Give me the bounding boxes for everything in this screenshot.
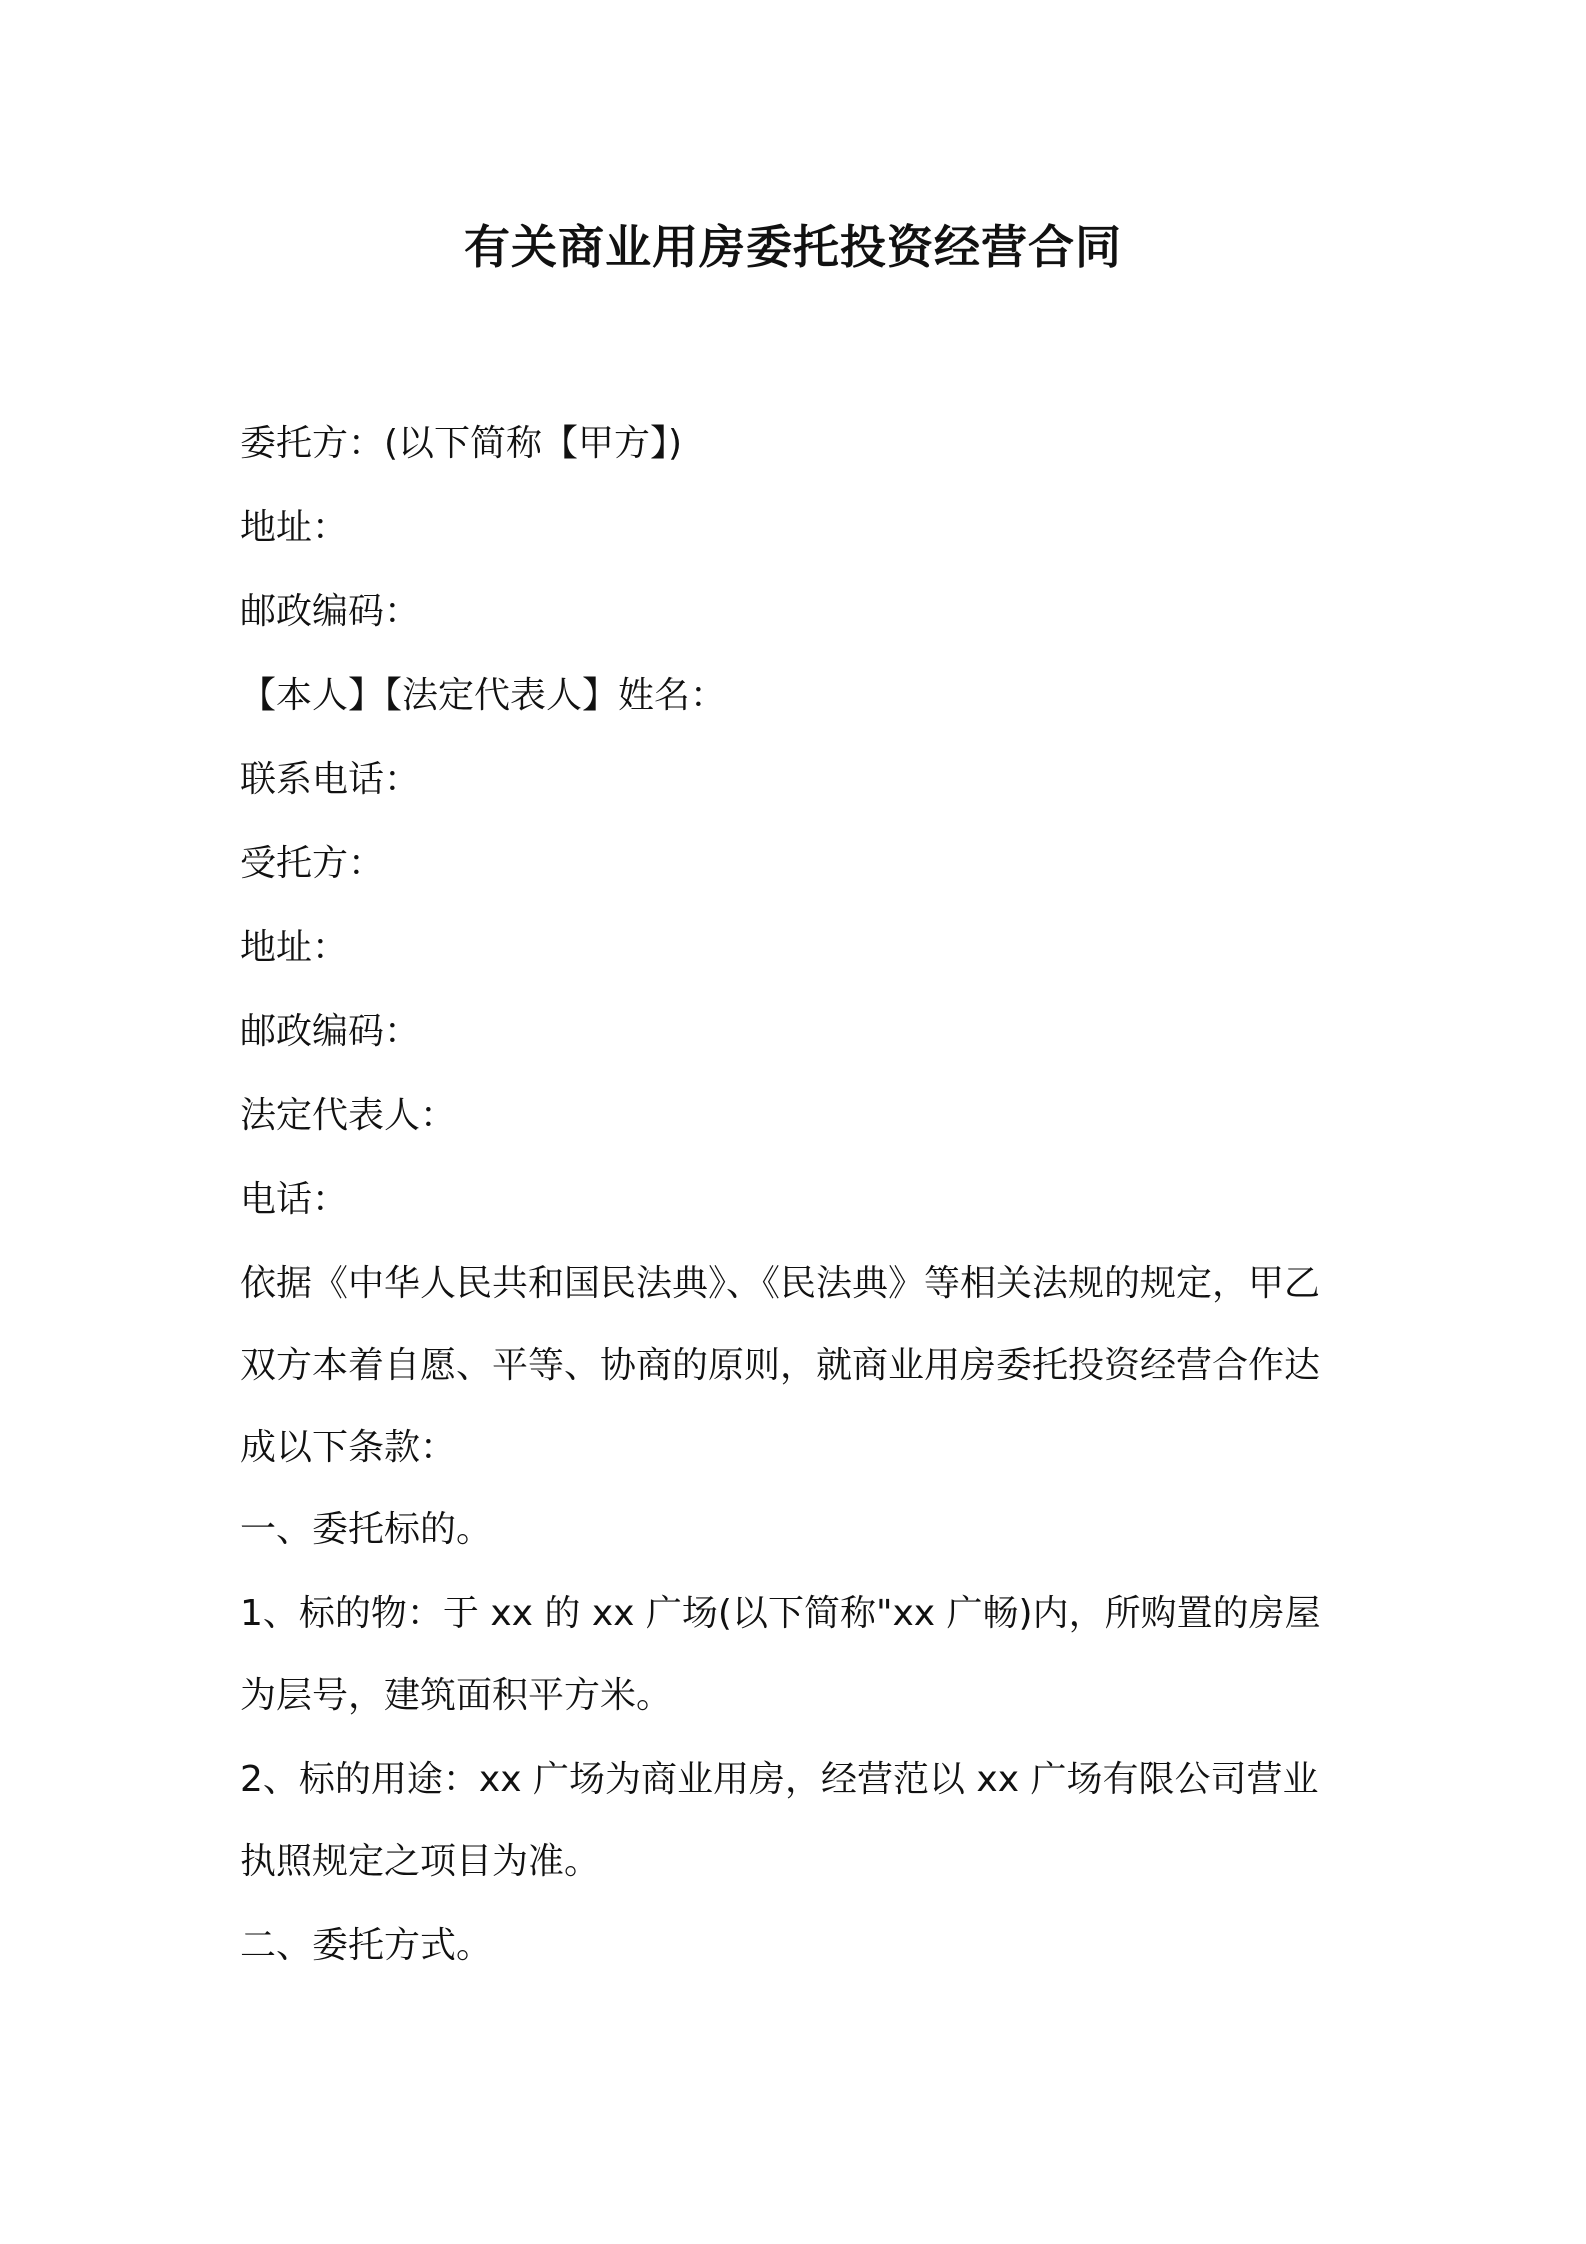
principal-phone-line: 联系电话：: [240, 759, 421, 800]
clause-line: 2、标的用途：xx 广场为商业用房，经营范以 xx 广场有限公司营业: [240, 1759, 1319, 1800]
clause-line: 执照规定之项目为准。: [240, 1841, 601, 1882]
principal-party-line: 委托方：(以下简称【甲方】): [240, 423, 683, 464]
section-heading-1: 一、委托标的。: [240, 1509, 493, 1550]
preamble-line: 成以下条款：: [240, 1427, 457, 1468]
agent-postcode-line: 邮政编码：: [240, 1011, 421, 1052]
clause-line: 为层号，建筑面积平方米。: [240, 1675, 673, 1716]
section-heading-2: 二、委托方式。: [240, 1925, 493, 1966]
preamble-paragraph: [240, 1242, 1360, 1488]
preamble-line: 双方本着自愿、平等、协商的原则，就商业用房委托投资经营合作达: [240, 1345, 1321, 1386]
document-body: [240, 402, 1360, 1988]
agent-address-line: 地址：: [240, 927, 349, 968]
agent-representative-line: 法定代表人：: [240, 1095, 457, 1136]
agent-phone-line: 电话：: [240, 1179, 349, 1220]
clause-1-paragraph: [240, 1572, 1360, 1736]
principal-postcode-line: 邮政编码：: [240, 591, 421, 632]
clause-line: 1、标的物：于 xx 的 xx 广场(以下简称"xx 广畅)内，所购置的房屋: [240, 1593, 1321, 1634]
principal-name-line: 【本人】【法定代表人】姓名：: [240, 675, 727, 716]
document-title: 有关商业用房委托投资经营合同: [464, 220, 1122, 274]
agent-party-line: 受托方：: [240, 843, 385, 884]
clause-2-paragraph: [240, 1738, 1360, 1902]
preamble-line: 依据《中华人民共和国民法典》、《民法典》等相关法规的规定，甲乙: [240, 1263, 1321, 1304]
principal-address-line: 地址：: [240, 507, 349, 548]
